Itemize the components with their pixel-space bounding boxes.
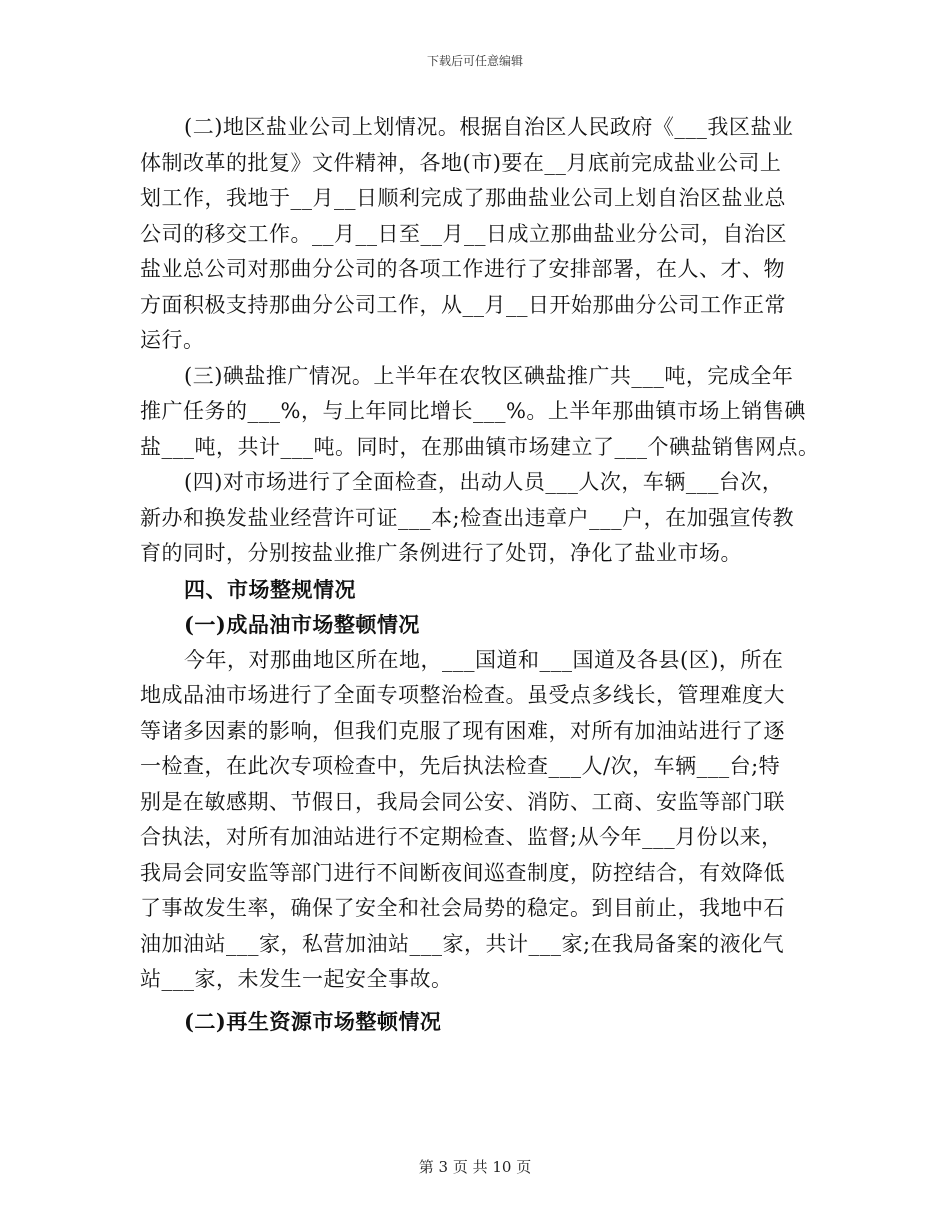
paragraph-line: 公司的移交工作。__月__日至__月__日成立那曲盐业分公司，自治区	[140, 221, 787, 246]
paragraph-line: 推广任务的___%，与上年同比增长___%。上半年那曲镇市场上销售碘	[140, 399, 806, 423]
paragraph-line: 地成品油市场进行了全面专项整治检查。虽受点多线长，管理难度大	[140, 683, 785, 707]
paragraph-line: 别是在敏感期、节假日，我局会同公安、消防、工商、安监等部门联	[140, 789, 785, 814]
paragraph-line: 我局会同安监等部门进行不间断夜间巡查制度，防控结合，有效降低	[140, 860, 785, 885]
paragraph-line: 合执法，对所有加油站进行不定期检查、监督;从今年___月份以来，	[140, 825, 783, 849]
paragraph-line: 育的同时，分别按盐业推广条例进行了处罚，净化了盐业市场。	[140, 541, 742, 565]
paragraph-line: 等诸多因素的影响，但我们克服了现有困难，对所有加油站进行了逐	[140, 718, 785, 743]
subsection-heading: (二)再生资源市场整顿情况	[184, 1008, 442, 1034]
paragraph-line: (四)对市场进行了全面检查，出动人员___人次，车辆___台次，	[184, 470, 784, 494]
paragraph-line: 运行。	[140, 328, 205, 352]
paragraph-line: 盐业总公司对那曲分公司的各项工作进行了安排部署，在人、才、物	[140, 257, 785, 281]
paragraph-line: 油加油站___家，私营加油站___家，共计___家;在我局备案的液化气	[140, 931, 785, 956]
paragraph-line: (三)碘盐推广情况。上半年在农牧区碘盐推广共___吨，完成全年	[184, 363, 794, 388]
paragraph-line: 划工作，我地于__月__日顺利完成了那曲盐业公司上划自治区盐业总	[140, 186, 786, 210]
paragraph-line: 新办和换发盐业经营许可证___本;检查出违章户___户，在加强宣传教	[140, 505, 795, 530]
paragraph-line: (二)地区盐业公司上划情况。根据自治区人民政府《___我区盐业	[184, 115, 794, 139]
page-header: 下载后可任意编辑	[426, 54, 523, 68]
document-body	[140, 110, 820, 1039]
paragraph-line: 站___家，未发生一起安全事故。	[140, 967, 453, 991]
paragraph-line: 今年，对那曲地区所在地，___国道和___国道及各县(区)，所在	[184, 647, 784, 672]
page-footer: 第 3 页 共 10 页	[418, 1158, 532, 1176]
paragraph-line: 了事故发生率，确保了安全和社会局势的稳定。到目前止，我地中石	[140, 896, 785, 920]
paragraph-line: 体制改革的批复》文件精神，各地(市)要在__月底前完成盐业公司上	[140, 150, 782, 175]
subsection-heading: (一)成品油市场整顿情况	[184, 612, 420, 637]
section-heading: 四、市场整规情况	[184, 576, 356, 602]
paragraph-line: 盐___吨，共计___吨。同时，在那曲镇市场建立了___个碘盐销售网点。	[140, 434, 820, 459]
paragraph-line: 方面积极支持那曲分公司工作，从__月__日开始那曲分公司工作正常	[140, 292, 786, 317]
paragraph-line: 一检查，在此次专项检查中，先后执法检查___人/次，车辆___台;特	[140, 754, 781, 778]
